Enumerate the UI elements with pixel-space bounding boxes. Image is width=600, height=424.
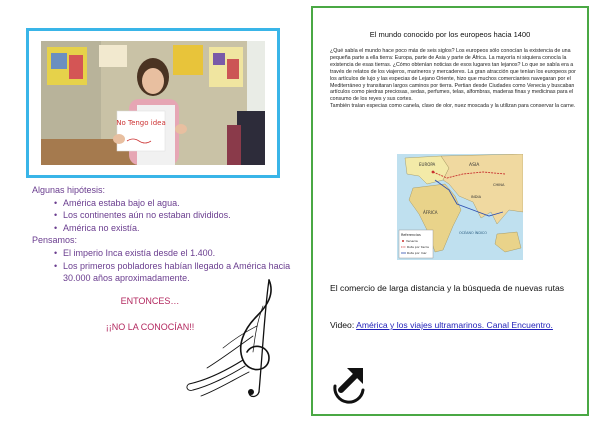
map-label: INDIA (471, 195, 482, 199)
hypotheses-block (32, 184, 292, 285)
thoughts-heading: Pensamos: (32, 235, 78, 246)
conclusion-text: ¡¡NO LA CONOCÍAN!! (105, 322, 195, 332)
list-item: • Los continentes aún no estaban divididos. (54, 209, 292, 222)
list-item: • Los primeros pobladores habían llegado a América hacia 30.000 años aproximadamente. (54, 260, 292, 285)
legend-item: Venecia (406, 239, 418, 243)
right-panel (311, 6, 589, 416)
legend-item: Ruta por tierra (407, 245, 429, 249)
classroom-photo (41, 41, 265, 165)
sign-text: No Tengo idea (116, 119, 166, 127)
section2-title: El comercio de larga distancia y la búsqueda de nuevas rutas (330, 283, 565, 293)
treble-clef-icon (183, 276, 283, 400)
video-label: Video: (330, 320, 355, 330)
trade-routes-map (397, 154, 523, 260)
map-label: ASIA (469, 163, 480, 168)
map-label: CHINA (493, 183, 505, 187)
map-label: ÁFRICA (423, 210, 438, 215)
section-title: El mundo conocido por los europeos hacia 1400 (369, 30, 531, 39)
hypotheses-heading: Algunas hipótesis: (32, 185, 106, 195)
video-line (330, 320, 578, 332)
share-arrow-icon[interactable] (327, 360, 371, 404)
hypotheses-list (32, 197, 292, 235)
video-link[interactable]: América y los viajes ultramarinos. Canal Encuentro. (356, 320, 553, 330)
list-item: • América estaba bajo el agua. (54, 197, 292, 210)
intro-text (330, 48, 576, 110)
list-item: • América no existía. (54, 222, 292, 235)
paragraph: ¿Qué sabía el mundo hace poco más de seis siglos? Los europeos sólo conocían la existencia de una pequeña parte a ella tierra: Europa, parte de Asia y parte de África. La mayoría ni siquiera conocía la existencia de esas tierras. ¿Cómo obtenían noticias de esos lugares tan lejanos? Lo que se sabía era a través de relatos de los viajeros, marineros y mercaderes. La gran atracción que tenían los europeos por los artículos de lujo y las especias de Lejano Oriente, hizo que muchos comerciantes navegaran por el Mediterráneo y transitaran largos caminos por tierra. Pertian desde Ciudades como Venecia y buscaban artículos como piedras preciosas, sedas, perfumes, telas, alfombras, maderas finas y medicinas para el consumo de los reyes y sus cortes. (330, 48, 576, 103)
then-text: ENTONCES… (120, 296, 180, 306)
paragraph: También traían especias como canela, clavo de olor, nuez moscada y la utilizan para conservar la carne. (330, 103, 576, 110)
map-label: EUROPA (419, 162, 436, 167)
legend-title: Referencias (401, 233, 421, 237)
legend-item: Ruta por mar (407, 251, 427, 255)
list-item: • El imperio Inca existía desde el 1.400. (54, 247, 292, 260)
map-label: OCÉANO ÍNDICO (459, 231, 487, 235)
classroom-photo-frame (26, 28, 280, 178)
